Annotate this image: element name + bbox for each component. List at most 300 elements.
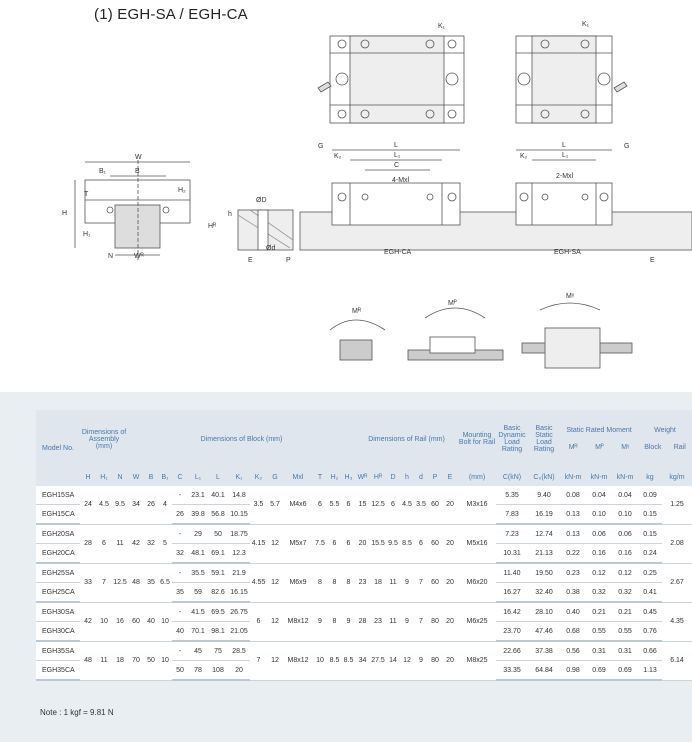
table-cell: 24 bbox=[80, 486, 96, 524]
table-cell: EGH35SA bbox=[36, 641, 80, 661]
subheader-row bbox=[36, 468, 692, 486]
subheader-cell: H₃ bbox=[342, 468, 355, 486]
table-cell: 16.27 bbox=[496, 583, 528, 603]
header-weight-rail: Rail bbox=[673, 444, 686, 451]
subheader-cell: C(kN) bbox=[496, 468, 528, 486]
subheader-cell: N bbox=[112, 468, 128, 486]
table-cell: 9.5 bbox=[112, 486, 128, 524]
table-cell: 7 bbox=[96, 563, 112, 602]
table-cell: 0.23 bbox=[560, 563, 586, 583]
table-cell: 2.08 bbox=[662, 524, 692, 563]
table-cell: - bbox=[172, 524, 188, 544]
table-cell: 11 bbox=[386, 602, 400, 641]
table-cell: 60 bbox=[428, 524, 442, 563]
dim-label-L-ca: L bbox=[394, 142, 398, 149]
table-cell: 15.5 bbox=[370, 524, 386, 563]
dim-label-B1: B₁ bbox=[99, 168, 107, 175]
table-cell: 12 bbox=[400, 641, 414, 680]
subheader-cell: T bbox=[313, 468, 327, 486]
table-cell: 48 bbox=[128, 563, 144, 602]
subheader-cell: d bbox=[414, 468, 428, 486]
table-cell: 0.12 bbox=[586, 563, 612, 583]
header-block: Dimensions of Block (mm) bbox=[128, 410, 355, 468]
table-cell: 0.76 bbox=[638, 622, 662, 642]
table-cell: 12 bbox=[267, 563, 283, 602]
table-cell: 0.09 bbox=[638, 486, 662, 505]
table-cell: 0.10 bbox=[612, 505, 638, 525]
subheader-cell: P bbox=[428, 468, 442, 486]
moment-label-mp: Mᴾ bbox=[448, 300, 457, 307]
table-cell: 14 bbox=[386, 641, 400, 680]
spec-table-body bbox=[36, 486, 692, 680]
table-cell: 12 bbox=[267, 641, 283, 680]
table-cell: 32 bbox=[172, 544, 188, 564]
header-rail: Dimensions of Rail (mm) bbox=[355, 410, 458, 468]
dim-label-h: h bbox=[228, 211, 232, 218]
table-cell: 50 bbox=[172, 661, 188, 681]
table-cell: 12 bbox=[267, 524, 283, 563]
table-cell: - bbox=[172, 563, 188, 583]
subheader-cell: L₁ bbox=[188, 468, 208, 486]
table-cell: M5x7 bbox=[283, 524, 313, 563]
table-cell: M6x9 bbox=[283, 563, 313, 602]
table-cell: 0.32 bbox=[586, 583, 612, 603]
header-model: Model No. bbox=[36, 410, 80, 486]
side-view-sa bbox=[516, 183, 612, 225]
subheader-cell: B₁ bbox=[158, 468, 172, 486]
table-cell: 7.5 bbox=[313, 524, 327, 563]
dim-label-B: B bbox=[135, 168, 140, 175]
table-cell: 23 bbox=[370, 602, 386, 641]
subheader-cell: Wᴿ bbox=[355, 468, 370, 486]
table-cell: 12.5 bbox=[112, 563, 128, 602]
table-cell: 6 bbox=[386, 486, 400, 524]
subheader-cell: G bbox=[267, 468, 283, 486]
table-cell: 10.15 bbox=[228, 505, 250, 525]
dim-label-K2-sa: K₂ bbox=[520, 153, 528, 160]
header-weight-block: Block bbox=[644, 444, 662, 451]
table-cell: 28.5 bbox=[228, 641, 250, 661]
table-cell: 108 bbox=[208, 661, 228, 681]
table-cell: 8 bbox=[327, 602, 342, 641]
table-cell: 28 bbox=[80, 524, 96, 563]
table-cell: 7 bbox=[414, 602, 428, 641]
table-cell: 29 bbox=[188, 524, 208, 544]
subheader-cell: K₂ bbox=[250, 468, 267, 486]
table-cell: 0.16 bbox=[612, 544, 638, 564]
table-row bbox=[36, 563, 692, 583]
table-cell: 64.84 bbox=[528, 661, 560, 681]
dim-label-L1-sa: L₁ bbox=[562, 152, 569, 159]
header-moment-label: Static Rated Moment bbox=[566, 427, 632, 434]
table-cell: M6x20 bbox=[458, 563, 496, 602]
dim-label-L-sa: L bbox=[562, 142, 566, 149]
table-cell: M4x6 bbox=[283, 486, 313, 524]
table-cell: 0.25 bbox=[638, 563, 662, 583]
table-cell: 9 bbox=[400, 602, 414, 641]
table-cell: 37.38 bbox=[528, 641, 560, 661]
dim-label-C-ca: C bbox=[394, 162, 400, 169]
table-cell: 0.32 bbox=[612, 583, 638, 603]
table-cell: EGH35CA bbox=[36, 661, 80, 681]
table-cell: 35.5 bbox=[188, 563, 208, 583]
dim-label-mxl-ca: 4-Mxl bbox=[392, 177, 410, 184]
table-cell: 4.5 bbox=[96, 486, 112, 524]
table-cell: 69.1 bbox=[208, 544, 228, 564]
table-cell: 26 bbox=[172, 505, 188, 525]
table-cell: 11 bbox=[112, 524, 128, 563]
table-cell: 34 bbox=[355, 641, 370, 680]
table-cell: 4.15 bbox=[250, 524, 267, 563]
table-cell: 1.13 bbox=[638, 661, 662, 681]
subheader-cell: D bbox=[386, 468, 400, 486]
table-cell: 8.5 bbox=[342, 641, 355, 680]
page-title: (1) EGH-SA / EGH-CA bbox=[94, 6, 248, 23]
table-cell: 16.15 bbox=[228, 583, 250, 603]
table-cell: 5.5 bbox=[327, 486, 342, 524]
dim-label-E-right: E bbox=[650, 257, 655, 264]
table-cell: 48 bbox=[80, 641, 96, 680]
table-cell: 28.10 bbox=[528, 602, 560, 622]
table-cell: 1.25 bbox=[662, 486, 692, 524]
table-row bbox=[36, 486, 692, 505]
table-row bbox=[36, 602, 692, 622]
table-cell: 16.42 bbox=[496, 602, 528, 622]
table-cell: 6.5 bbox=[158, 563, 172, 602]
table-cell: 69.5 bbox=[208, 602, 228, 622]
table-cell: 35 bbox=[172, 583, 188, 603]
table-cell: 0.68 bbox=[560, 622, 586, 642]
table-cell: M8x12 bbox=[283, 641, 313, 680]
table-cell: 0.22 bbox=[560, 544, 586, 564]
dim-label-WR: Wᴿ bbox=[134, 253, 144, 260]
table-cell: 6 bbox=[250, 602, 267, 641]
table-cell: 0.04 bbox=[612, 486, 638, 505]
table-cell: 12.5 bbox=[370, 486, 386, 524]
table-cell: 39.8 bbox=[188, 505, 208, 525]
subheader-cell: kN-m bbox=[612, 468, 638, 486]
subheader-cell: H₂ bbox=[327, 468, 342, 486]
table-cell: 56.8 bbox=[208, 505, 228, 525]
table-cell: 70 bbox=[128, 641, 144, 680]
dim-label-G-left: G bbox=[318, 143, 324, 150]
table-cell: 59.1 bbox=[208, 563, 228, 583]
table-cell: 0.13 bbox=[560, 505, 586, 525]
table-cell: 42 bbox=[128, 524, 144, 563]
table-cell: EGH15CA bbox=[36, 505, 80, 525]
table-cell: 0.21 bbox=[612, 602, 638, 622]
table-cell: 0.15 bbox=[638, 505, 662, 525]
table-cell: 6 bbox=[342, 486, 355, 524]
table-cell: 8 bbox=[342, 563, 355, 602]
table-cell: 59 bbox=[188, 583, 208, 603]
subheader-cell: C bbox=[172, 468, 188, 486]
table-cell: 0.66 bbox=[638, 641, 662, 661]
subheader-cell: Mxl bbox=[283, 468, 313, 486]
moment-label-my: Mᵞ bbox=[566, 293, 575, 300]
table-cell: 10 bbox=[158, 641, 172, 680]
table-cell: - bbox=[172, 602, 188, 622]
table-cell: 82.6 bbox=[208, 583, 228, 603]
table-cell: 9 bbox=[414, 641, 428, 680]
header-moment-mp: Mᴾ bbox=[595, 444, 604, 451]
table-cell: 20 bbox=[442, 486, 458, 524]
table-cell: 20 bbox=[355, 524, 370, 563]
dim-label-W: W bbox=[135, 154, 142, 161]
table-cell: 50 bbox=[144, 641, 158, 680]
table-cell: 80 bbox=[428, 602, 442, 641]
table-cell: 9 bbox=[400, 563, 414, 602]
table-cell: 22.66 bbox=[496, 641, 528, 661]
side-view-ca bbox=[300, 183, 692, 250]
table-cell: 8 bbox=[313, 563, 327, 602]
subheader-cell: Hᴿ bbox=[370, 468, 386, 486]
table-cell: 70.1 bbox=[188, 622, 208, 642]
table-cell: 8 bbox=[327, 563, 342, 602]
table-cell: 23.1 bbox=[188, 486, 208, 505]
moment-icon-mr bbox=[330, 320, 385, 360]
table-cell: 9.40 bbox=[528, 486, 560, 505]
table-cell: 18 bbox=[112, 641, 128, 680]
table-cell: 20 bbox=[442, 641, 458, 680]
table-cell: 80 bbox=[428, 641, 442, 680]
table-cell: 21.05 bbox=[228, 622, 250, 642]
table-cell: 8.5 bbox=[400, 524, 414, 563]
table-cell: 0.69 bbox=[612, 661, 638, 681]
table-cell: 20 bbox=[442, 602, 458, 641]
table-cell: 0.45 bbox=[638, 602, 662, 622]
table-cell: 20 bbox=[442, 524, 458, 563]
subheader-cell: h bbox=[400, 468, 414, 486]
table-row bbox=[36, 641, 692, 661]
table-cell: 0.55 bbox=[612, 622, 638, 642]
top-view-ca bbox=[318, 36, 464, 123]
table-cell: 10.31 bbox=[496, 544, 528, 564]
table-cell: 0.06 bbox=[612, 524, 638, 544]
view-label-ca: EGH-CA bbox=[384, 249, 412, 256]
dim-label-T: T bbox=[84, 191, 89, 198]
subheader-cell: (mm) bbox=[458, 468, 496, 486]
header-bolt: Mounting Bolt for Rail bbox=[458, 410, 496, 468]
header-moment-my: Mᵞ bbox=[621, 444, 630, 451]
header-moment-mr: Mᴿ bbox=[568, 444, 578, 451]
subheader-cell: kN-m bbox=[560, 468, 586, 486]
table-cell: 78 bbox=[188, 661, 208, 681]
table-cell: 3.5 bbox=[414, 486, 428, 524]
table-cell: 6 bbox=[414, 524, 428, 563]
moment-icon-my bbox=[522, 303, 632, 368]
table-cell: 7 bbox=[250, 641, 267, 680]
header-dynamic: Basic Dynamic Load Rating bbox=[496, 410, 528, 468]
dim-label-mxl-sa: 2-Mxl bbox=[556, 173, 574, 180]
table-cell: 33 bbox=[80, 563, 96, 602]
subheader-cell: kg/m bbox=[662, 468, 692, 486]
subheader-cell: kg bbox=[638, 468, 662, 486]
table-cell: 0.06 bbox=[586, 524, 612, 544]
table-cell: 6 bbox=[313, 486, 327, 524]
table-cell: 32 bbox=[144, 524, 158, 563]
table-cell: 0.69 bbox=[586, 661, 612, 681]
table-cell: 98.1 bbox=[208, 622, 228, 642]
table-cell: - bbox=[172, 641, 188, 661]
table-cell: 5.7 bbox=[267, 486, 283, 524]
table-cell: 14.8 bbox=[228, 486, 250, 505]
table-cell: 0.12 bbox=[612, 563, 638, 583]
table-cell: EGH15SA bbox=[36, 486, 80, 505]
table-cell: 7 bbox=[414, 563, 428, 602]
table-cell: 19.50 bbox=[528, 563, 560, 583]
top-view-sa bbox=[516, 36, 627, 123]
table-cell: EGH20SA bbox=[36, 524, 80, 544]
table-cell: 23 bbox=[355, 563, 370, 602]
moment-icon-mp bbox=[408, 308, 503, 360]
view-label-sa: EGH-SA bbox=[554, 249, 581, 256]
table-cell: 18 bbox=[370, 563, 386, 602]
footnote: Note : 1 kgf = 9.81 N bbox=[40, 708, 114, 717]
table-cell: 11 bbox=[386, 563, 400, 602]
table-cell: 0.04 bbox=[586, 486, 612, 505]
table-cell: 11 bbox=[96, 641, 112, 680]
table-cell: 41.5 bbox=[188, 602, 208, 622]
table-cell: 0.16 bbox=[586, 544, 612, 564]
table-cell: M8x25 bbox=[458, 641, 496, 680]
dim-label-L1-ca: L₁ bbox=[394, 152, 401, 159]
table-cell: 0.98 bbox=[560, 661, 586, 681]
table-cell: 45 bbox=[188, 641, 208, 661]
table-cell: 9 bbox=[313, 602, 327, 641]
dim-label-H2: H₂ bbox=[178, 187, 186, 194]
table-cell: 48.1 bbox=[188, 544, 208, 564]
table-cell: 0.31 bbox=[586, 641, 612, 661]
table-cell: - bbox=[172, 486, 188, 505]
table-cell: 21.13 bbox=[528, 544, 560, 564]
subheader-cell: H₁ bbox=[96, 468, 112, 486]
table-row bbox=[36, 524, 692, 544]
dim-label-E-left: E bbox=[248, 257, 253, 264]
table-cell: 3.5 bbox=[250, 486, 267, 524]
table-cell: 4.55 bbox=[250, 563, 267, 602]
table-cell: 9.5 bbox=[386, 524, 400, 563]
table-cell: 0.38 bbox=[560, 583, 586, 603]
table-cell: 21.9 bbox=[228, 563, 250, 583]
table-cell: 47.46 bbox=[528, 622, 560, 642]
table-cell: M5x16 bbox=[458, 524, 496, 563]
header-weight bbox=[638, 410, 692, 468]
table-cell: M3x16 bbox=[458, 486, 496, 524]
subheader-cell: K₁ bbox=[228, 468, 250, 486]
table-cell: 0.08 bbox=[560, 486, 586, 505]
table-cell: 4 bbox=[158, 486, 172, 524]
table-cell: 10 bbox=[96, 602, 112, 641]
subheader-cell: C₀(kN) bbox=[528, 468, 560, 486]
table-cell: 6.14 bbox=[662, 641, 692, 680]
table-cell: 42 bbox=[80, 602, 96, 641]
table-cell: 18.75 bbox=[228, 524, 250, 544]
table-cell: 0.41 bbox=[638, 583, 662, 603]
moment-label-mr: Mᴿ bbox=[352, 308, 361, 315]
dim-label-N: N bbox=[108, 253, 114, 260]
table-cell: 5 bbox=[158, 524, 172, 563]
table-cell: EGH25CA bbox=[36, 583, 80, 603]
subheader-cell: B bbox=[144, 468, 158, 486]
table-cell: EGH25SA bbox=[36, 563, 80, 583]
table-cell: 0.10 bbox=[586, 505, 612, 525]
table-cell: 26.75 bbox=[228, 602, 250, 622]
table-cell: 23.70 bbox=[496, 622, 528, 642]
table-cell: 8.5 bbox=[327, 641, 342, 680]
header-moment bbox=[560, 410, 638, 468]
subheader-cell: L bbox=[208, 468, 228, 486]
dim-label-D: ØD bbox=[256, 197, 267, 204]
table-cell: 0.40 bbox=[560, 602, 586, 622]
table-cell: 60 bbox=[428, 486, 442, 524]
table-cell: 16.19 bbox=[528, 505, 560, 525]
table-cell: 50 bbox=[208, 524, 228, 544]
dim-label-K1-sa: K₁ bbox=[582, 21, 590, 28]
table-cell: 0.24 bbox=[638, 544, 662, 564]
end-view bbox=[75, 160, 190, 260]
table-cell: 27.5 bbox=[370, 641, 386, 680]
table-cell: 0.55 bbox=[586, 622, 612, 642]
table-cell: 7.83 bbox=[496, 505, 528, 525]
header-weight-label: Weight bbox=[654, 427, 676, 434]
table-cell: 10 bbox=[158, 602, 172, 641]
rail-section bbox=[238, 210, 293, 250]
table-cell: 20 bbox=[442, 563, 458, 602]
table-cell: 0.21 bbox=[586, 602, 612, 622]
table-cell: 0.13 bbox=[560, 524, 586, 544]
dim-label-H1: H₁ bbox=[83, 231, 91, 238]
table-cell: 4.35 bbox=[662, 602, 692, 641]
table-cell: 6 bbox=[327, 524, 342, 563]
table-cell: 40 bbox=[172, 622, 188, 642]
table-cell: 5.35 bbox=[496, 486, 528, 505]
table-cell: 10 bbox=[313, 641, 327, 680]
table-cell: 75 bbox=[208, 641, 228, 661]
dim-label-H: H bbox=[62, 210, 68, 217]
table-cell: 4.5 bbox=[400, 486, 414, 524]
dim-label-d: Ød bbox=[266, 245, 276, 252]
header-static: Basic Static Load Rating bbox=[528, 410, 560, 468]
table-cell: 40 bbox=[144, 602, 158, 641]
table-cell: EGH20CA bbox=[36, 544, 80, 564]
table-cell: 12 bbox=[267, 602, 283, 641]
subheader-cell: E bbox=[442, 468, 458, 486]
table-cell: 0.31 bbox=[612, 641, 638, 661]
table-cell: 6 bbox=[96, 524, 112, 563]
table-cell: 9 bbox=[342, 602, 355, 641]
table-cell: 12.74 bbox=[528, 524, 560, 544]
table-cell: 35 bbox=[144, 563, 158, 602]
table-cell: 6 bbox=[342, 524, 355, 563]
table-cell: 28 bbox=[355, 602, 370, 641]
table-cell: M8x12 bbox=[283, 602, 313, 641]
table-cell: 7.23 bbox=[496, 524, 528, 544]
table-cell: 16 bbox=[112, 602, 128, 641]
subheader-cell: kN-m bbox=[586, 468, 612, 486]
table-cell: 33.35 bbox=[496, 661, 528, 681]
dim-label-K2-ca: K₂ bbox=[334, 153, 342, 160]
table-cell: 20 bbox=[228, 661, 250, 681]
table-cell: 34 bbox=[128, 486, 144, 524]
dim-label-P: P bbox=[286, 257, 291, 264]
dim-label-G-right: G bbox=[624, 143, 630, 150]
table-cell: 15 bbox=[355, 486, 370, 524]
table-cell: 26 bbox=[144, 486, 158, 524]
header-assembly: Dimensions of Assembly (mm) bbox=[80, 410, 128, 468]
table-cell: 60 bbox=[128, 602, 144, 641]
table-cell: 32.40 bbox=[528, 583, 560, 603]
